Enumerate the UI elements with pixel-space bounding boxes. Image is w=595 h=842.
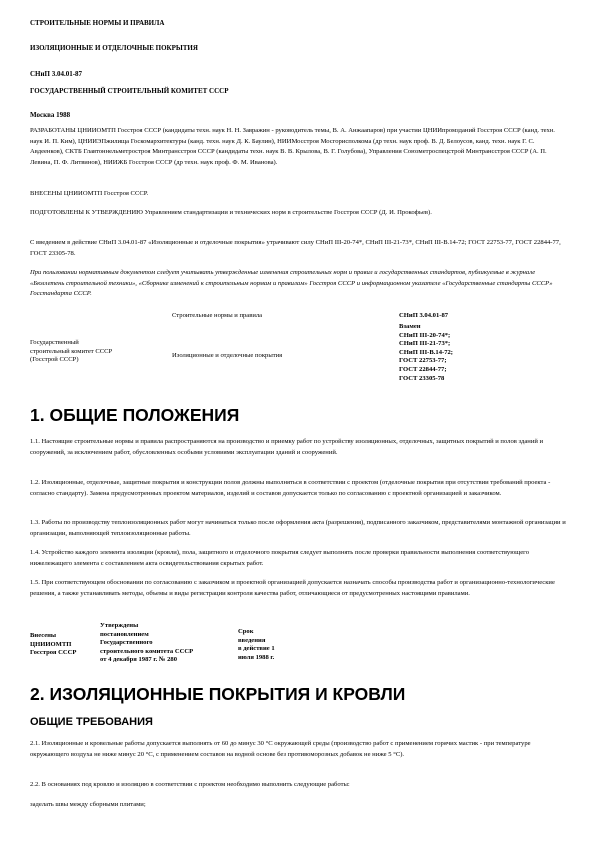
paragraph-2-2: 2.2. В основаниях под кровлю и изоляцию в соответствии с проектом необходимо выполнить следующие работы: [30, 781, 350, 788]
effective-line: введения [238, 636, 266, 644]
committee-name: ГОСУДАРСТВЕННЫЙ СТРОИТЕЛЬНЫЙ КОМИТЕТ СССР [30, 87, 229, 95]
title-block-code: СНиП 3.04.01-87 [399, 312, 449, 319]
agency-line: (Госстрой СССР) [30, 356, 79, 364]
introduced-by-paragraph: ВНЕСЕНЫ ЦНИИОМТП Госстроя СССР. [30, 190, 149, 197]
paragraph-2-2-item: заделать швы между сборными плитами; [30, 801, 146, 808]
approved-line: от 4 декабря 1987 г. № 280 [100, 656, 178, 664]
general-requirements-heading: ОБЩИЕ ТРЕБОВАНИЯ [30, 716, 153, 728]
document-code: СНиП 3.04.01-87 [30, 70, 83, 78]
approved-line: строительного комитета СССР [100, 647, 194, 655]
effective-line: Срок [238, 628, 254, 635]
approved-line: Утверждены [100, 622, 139, 629]
paragraph-1-3: 1.3. Работы по производству теплоизоляционных работ могут начинаться только после оформления акта (разрешения), подписанного заказчиком, представителями монтажной организации и организации, выполняющей теплоизоляционные работы. [30, 519, 566, 537]
replaces-line: СНиП III-21-73*; [399, 340, 451, 348]
effective-date-block [238, 628, 275, 662]
document-title: ИЗОЛЯЦИОННЫЕ И ОТДЕЛОЧНЫЕ ПОКРЫТИЯ [30, 44, 198, 52]
paragraph-1-2: 1.2. Изоляционные, отделочные, защитные покрытия и конструкции полов должны выполняться в соответствии с проектом (отделочные покрытия при отсутствии требований проекта - согласно стандарту). Замена предусмотренных проектом материалов, изделий и составов допускается только по согласованию с проектной организацией и заказчиком. [30, 479, 551, 497]
paragraph-1-5: 1.5. При соответствующем обосновании по согласованию с заказчиком и проектной организацией допускается назначать способы производства работ и организационно-технологические решения, а также устанавливать методы, объемы и виды регистрации контроля качества работ, отличающиеся от предусмотренных настоящими правилами. [30, 579, 555, 597]
replaces-line: ГОСТ 22753-77; [399, 357, 447, 365]
approved-line: Государственного [100, 639, 153, 647]
paragraph-2-1: 2.1. Изоляционные и кровельные работы допускается выполнять от 60 до минус 30 °С окружающей среды (производство работ с применением горячих мастик - при температуре окружающего воздуха не ниже минус 20 °С, с применением составов на водной основе без противоморозных добавок не ниже 5 °С). [30, 740, 531, 758]
title-block-agency [30, 339, 112, 365]
usage-note-paragraph: При пользовании нормативным документом следует учитывать утвержденные изменения строительных норм и правил и государственных стандартов, публикуемые в журнале «Бюллетень строительной техники», «Сборнике изменений к строительным нормам и правилам» Госстроя СССР и информационном указателе «Государственные стандарты СССР» Госстандарта СССР. [30, 269, 553, 298]
paragraph-1-4: 1.4. Устройство каждого элемента изоляции (кровли), пола, защитного и отделочного покрытия следует выполнять после проверки правильности выполнения соответствующего нижележащего элемента с составлением акта освидетельствования скрытых работ. [30, 549, 529, 567]
introduced-line: Внесены [30, 632, 57, 639]
replaces-line: ГОСТ 23305-78 [399, 374, 445, 382]
effective-line: июля 1988 г. [238, 653, 275, 661]
section-1-heading: 1. ОБЩИЕ ПОЛОЖЕНИЯ [30, 405, 240, 425]
introduced-line: ЦНИИОМТП [30, 640, 72, 648]
title-block-doc-type: Строительные нормы и правила [172, 312, 263, 319]
replaces-line: ГОСТ 22844-77; [399, 365, 447, 373]
introduced-line: Госстроя СССР [30, 649, 77, 657]
approved-by-block [100, 622, 193, 665]
developed-by-paragraph: РАЗРАБОТАНЫ ЦНИИОМТП Госстроя СССР (кандидаты техн. наук Н. Н. Завражин - руководитель темы, В. А. Анжаапаров) при участии ЦНИИпромзданий Госстроя СССР (канд. техн. наук И. П. Ким), ЦНИИЭПжилища Госкомархитектуры (канд. техн. наук Д. К. Баулин), НИИМосстроя Мосгорисполкома (др техн. наук проф. В. Д. Белоусов, канд. техн. наук Г. С. Авдеенков), СКТБ Главтоннельметростроя Минтрансстроя СССР (кандидаты техн. наук В. В. Крылова, В. Г. Голубова), Управления Союзметроспецстрой Минтрансстроя СССР (А. П. Левина, П. Ф. Литвинов), НИИЖБ Госстроя СССР (др техн. наук проф. Ф. М. Иванова). [30, 127, 555, 166]
replaces-line: Взамен [399, 323, 421, 330]
section-2-heading: 2. ИЗОЛЯЦИОННЫЕ ПОКРЫТИЯ И КРОВЛИ [30, 684, 406, 704]
replaces-line: СНиП III-В.14-72; [399, 348, 453, 356]
series-title: СТРОИТЕЛЬНЫЕ НОРМЫ И ПРАВИЛА [30, 19, 165, 27]
paragraph-1-1: 1.1. Настоящие строительные нормы и правила распространяются на производство и приемку работ по устройству изоляционных, отделочных, защитных покрытий и полов зданий и сооружений, за исключением работ, обусловленных особыми условиями эксплуатации зданий и сооружений. [30, 438, 544, 456]
prepared-by-paragraph: ПОДГОТОВЛЕНЫ К УТВЕРЖДЕНИЮ Управлением стандартизации и технических норм в строительстве Госстроя СССР (Д. И. Прокофьев). [30, 209, 432, 216]
title-block-replaces [399, 323, 453, 383]
city-year: Москва 1988 [30, 111, 71, 119]
replacement-paragraph: С введением в действие СНиП 3.04.01-87 «Изоляционные и отделочные покрытия» утрачивают силу СНиП III-20-74*, СНиП III-21-73*, СНиП III-В.14-72; ГОСТ 22753-77, ГОСТ 22844-77, ГОСТ 23305-78. [30, 239, 561, 257]
introduced-by-block [30, 632, 76, 658]
approved-line: постановлением [100, 630, 149, 638]
replaces-line: СНиП III-20-74*; [399, 331, 451, 339]
agency-line: Государственный [30, 339, 79, 346]
effective-line: в действие 1 [238, 645, 275, 653]
title-block-title: Изоляционные и отделочные покрытия [172, 352, 283, 359]
agency-line: строительный комитет СССР [30, 347, 113, 355]
